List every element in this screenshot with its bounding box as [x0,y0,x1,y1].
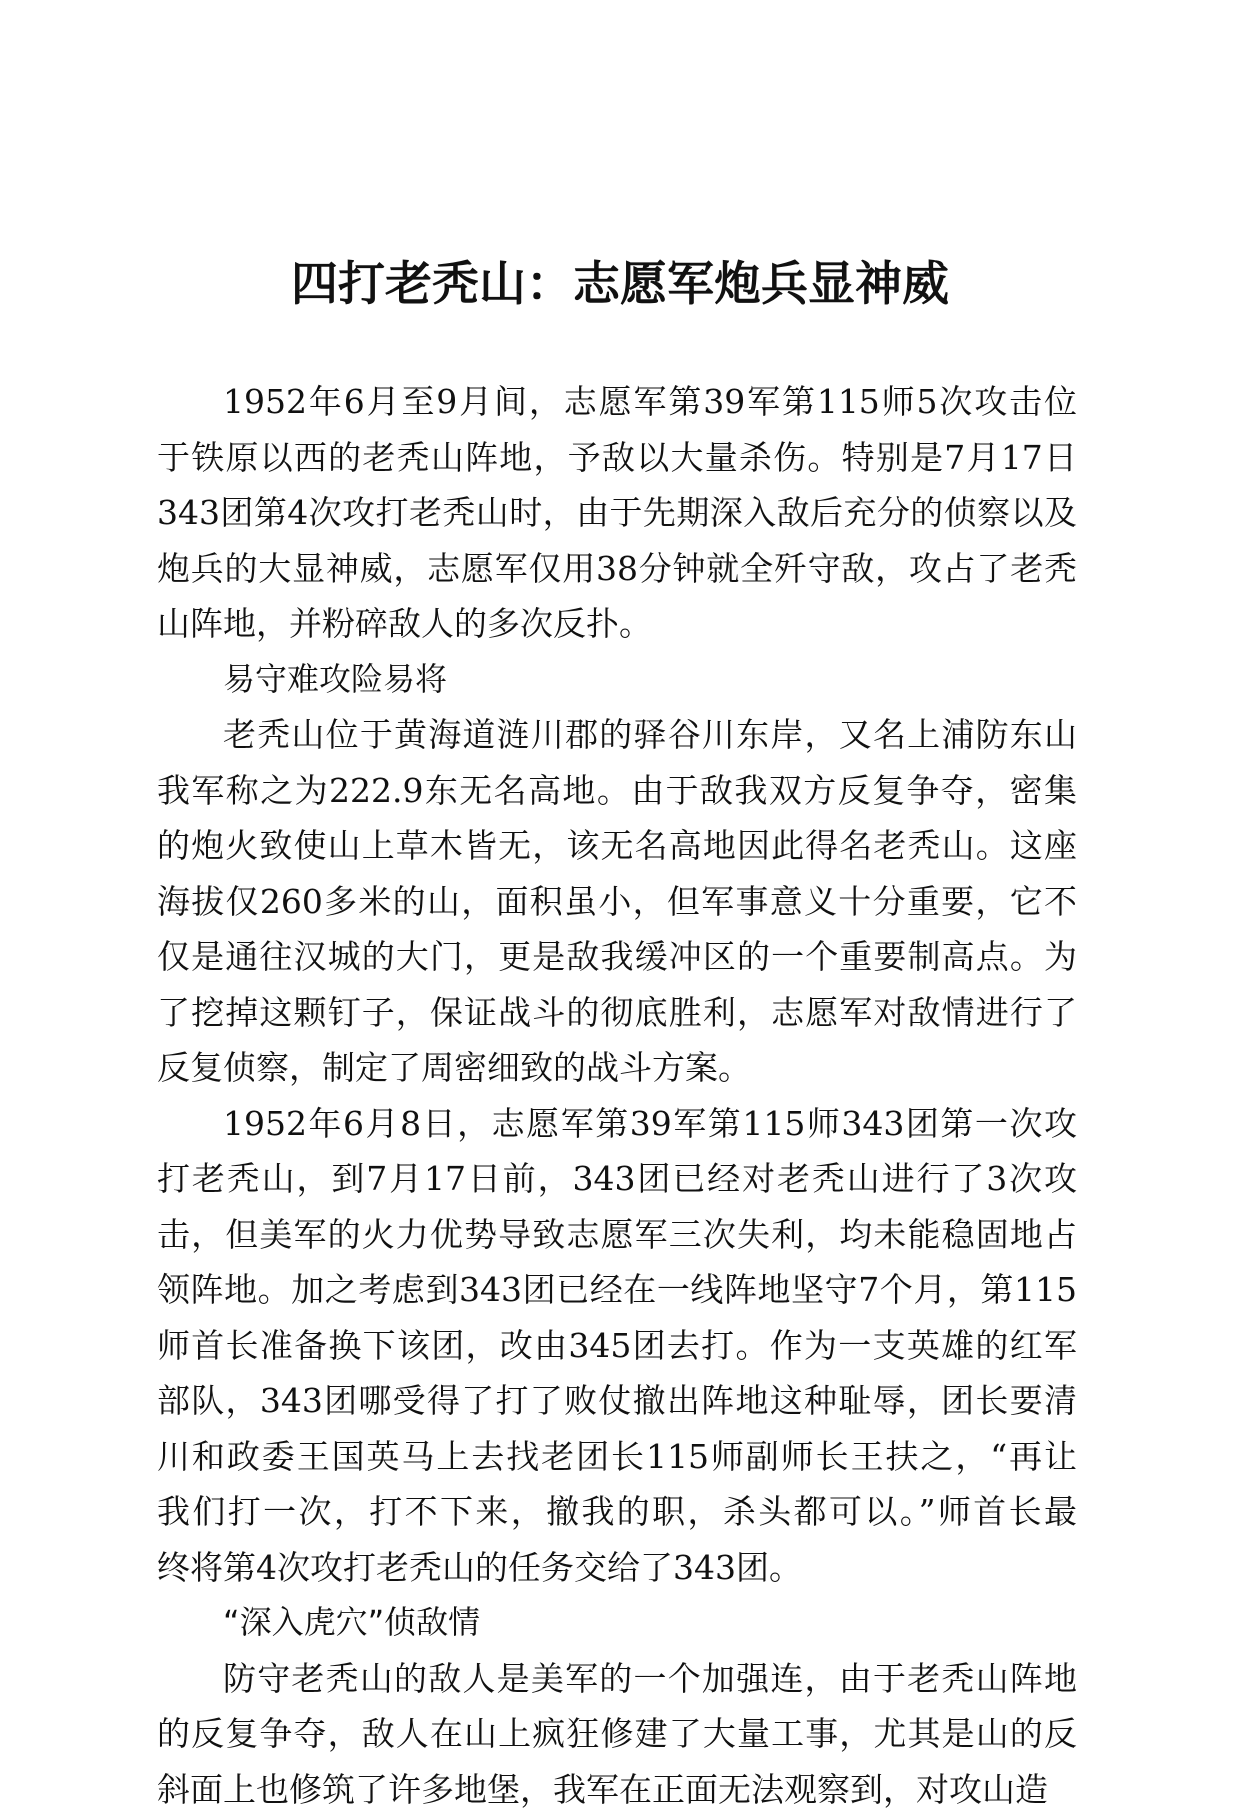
paragraph-line: 老秃山位于黄海道涟川郡的驿谷川东岸，又名上浦防东山 [157,707,1077,763]
paragraph-line: 防守老秃山的敌人是美军的一个加强连，由于老秃山阵地 [157,1651,1077,1707]
paragraph-line: 击，但美军的火力优势导致志愿军三次失利，均未能稳固地占 [157,1207,1077,1263]
paragraph-line: 于铁原以西的老秃山阵地，予敌以大量杀伤。特别是7月17日 [157,430,1077,486]
paragraph-line: 部队，343团哪受得了打了败仗撤出阵地这种耻辱，团长要清 [157,1373,1077,1429]
paragraph-line: 斜面上也修筑了许多地堡，我军在正面无法观察到，对攻山造 [157,1762,1077,1817]
paragraph [157,1096,1077,1596]
paragraph-line: 山阵地，并粉碎敌人的多次反扑。 [157,596,1077,652]
article-body [157,374,1077,1817]
paragraph-line: 我军称之为222.9东无名高地。由于敌我双方反复争夺，密集 [157,763,1077,819]
heading-text: “深入虎穴”侦敌情 [157,1595,1077,1651]
paragraph-line: 343团第4次攻打老秃山时，由于先期深入敌后充分的侦察以及 [157,485,1077,541]
paragraph-line: 我们打一次，打不下来，撤我的职，杀头都可以。”师首长最 [157,1484,1077,1540]
paragraph-line: 川和政委王国英马上去找老团长115师副师长王扶之，“再让 [157,1429,1077,1485]
page-title: 四打老秃山：志愿军炮兵显神威 [0,252,1240,318]
paragraph [157,707,1077,1096]
paragraph [157,374,1077,652]
paragraph-line: 终将第4次攻打老秃山的任务交给了343团。 [157,1540,1077,1596]
paragraph [157,1651,1077,1817]
paragraph-line: 的反复争夺，敌人在山上疯狂修建了大量工事，尤其是山的反 [157,1706,1077,1762]
paragraph-line: 反复侦察，制定了周密细致的战斗方案。 [157,1040,1077,1096]
paragraph-line: 仅是通往汉城的大门，更是敌我缓冲区的一个重要制高点。为 [157,929,1077,985]
paragraph-line: 了挖掉这颗钉子，保证战斗的彻底胜利，志愿军对敌情进行了 [157,985,1077,1041]
paragraph-line: 1952年6月8日，志愿军第39军第115师343团第一次攻 [157,1096,1077,1152]
paragraph-line: 的炮火致使山上草木皆无，该无名高地因此得名老秃山。这座 [157,818,1077,874]
heading-text: 易守难攻险易将 [157,652,1077,708]
paragraph-line: 1952年6月至9月间，志愿军第39军第115师5次攻击位 [157,374,1077,430]
paragraph-line: 师首长准备换下该团，改由345团去打。作为一支英雄的红军 [157,1318,1077,1374]
paragraph-line: 炮兵的大显神威，志愿军仅用38分钟就全歼守敌，攻占了老秃 [157,541,1077,597]
section-heading [157,652,1077,708]
paragraph-line: 海拔仅260多米的山，面积虽小，但军事意义十分重要，它不 [157,874,1077,930]
section-heading [157,1595,1077,1651]
paragraph-line: 打老秃山，到7月17日前，343团已经对老秃山进行了3次攻 [157,1151,1077,1207]
paragraph-line: 领阵地。加之考虑到343团已经在一线阵地坚守7个月，第115 [157,1262,1077,1318]
